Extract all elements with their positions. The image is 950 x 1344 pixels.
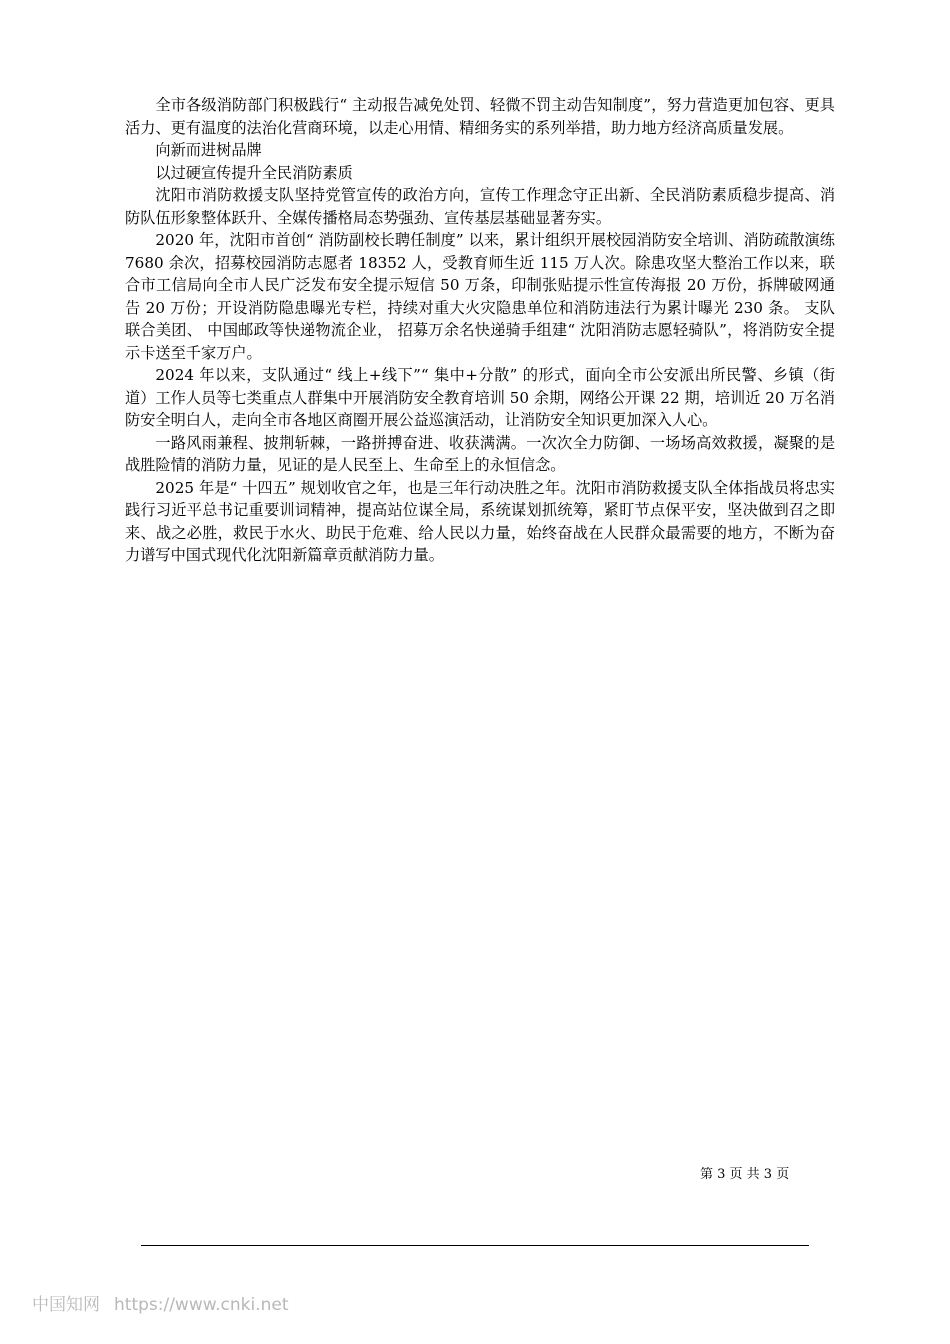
section-heading-brand: 向新而进树品牌: [155, 141, 262, 159]
cnki-watermark: [32, 1294, 288, 1316]
watermark-name: 中国知网: [32, 1295, 100, 1315]
footer-divider: [141, 1245, 809, 1246]
paragraph-2024-training: 2024 年以来，支队通过“ 线上+线下”“ 集中+分散” 的形式，面向全市公安派出所民警、乡镇（街道）工作人员等七类重点人群集中开展消防安全教育培训 50 余期，网络公开课 22 期，培训近 20 万名消防安全明白人，走向全市各地区商圈开展公益巡演活动，让消防安全知识更加深入人心。: [125, 366, 835, 429]
paragraph-2020-campus-program: 2020 年，沈阳市首创“ 消防副校长聘任制度” 以来，累计组织开展校园消防安全培训、消防疏散演练 7680 余次，招募校园消防志愿者 18352 人，受教育师生近 115 万人次。除患攻坚大整治工作以来，联合市工信局向全市人民广泛发布安全提示短信 50 万条，印制张贴提示性宣传海报 20 万份，拆牌破网通告 20 万份；开设消防隐患曝光专栏，持续对重大火灾隐患单位和消防违法行为累计曝光 230 条。 支队联合美团、 中国邮政等快递物流企业， 招募万余名快递骑手组建“ 沈阳消防志愿轻骑队”，将消防安全提示卡送至千家万户。: [125, 231, 835, 362]
paragraph-business-environment: 全市各级消防部门积极践行“ 主动报告减免处罚、轻微不罚主动告知制度”，努力营造更加包容、更具活力、更有温度的法治化营商环境，以走心用情、精细务实的系列举措，助力地方经济高质量发展。: [125, 96, 835, 137]
section-subheading-publicity: 以过硬宣传提升全民消防素质: [155, 163, 353, 182]
document-body: [125, 94, 835, 567]
paragraph-summary: 一路风雨兼程、披荆斩棘，一路拼搏奋进、收获满满。一次次全力防御、一场场高效救援，凝聚的是战胜险情的消防力量，见证的是人民至上、生命至上的永恒信念。: [125, 433, 835, 474]
watermark-url: https://www.cnki.net: [114, 1295, 289, 1315]
paragraph-publicity-direction: 沈阳市消防救援支队坚持党管宣传的政治方向，宣传工作理念守正出新、全民消防素质稳步提高、消防队伍形象整体跃升、全媒传播格局态势强劲、宣传基层基础显著夯实。: [125, 186, 835, 227]
paragraph-2025-outlook: 2025 年是“ 十四五” 规划收官之年，也是三年行动决胜之年。沈阳市消防救援支队全体指战员将忠实践行习近平总书记重要训词精神，提高站位谋全局，系统谋划抓统筹，紧盯节点保平安，坚决做到召之即来、战之必胜，救民于水火、助民于危难、给人民以力量，始终奋战在人民群众最需要的地方，不断为奋力谱写中国式现代化沈阳新篇章贡献消防力量。: [125, 478, 835, 564]
page-number: 第 3 页 共 3 页: [700, 1167, 790, 1182]
